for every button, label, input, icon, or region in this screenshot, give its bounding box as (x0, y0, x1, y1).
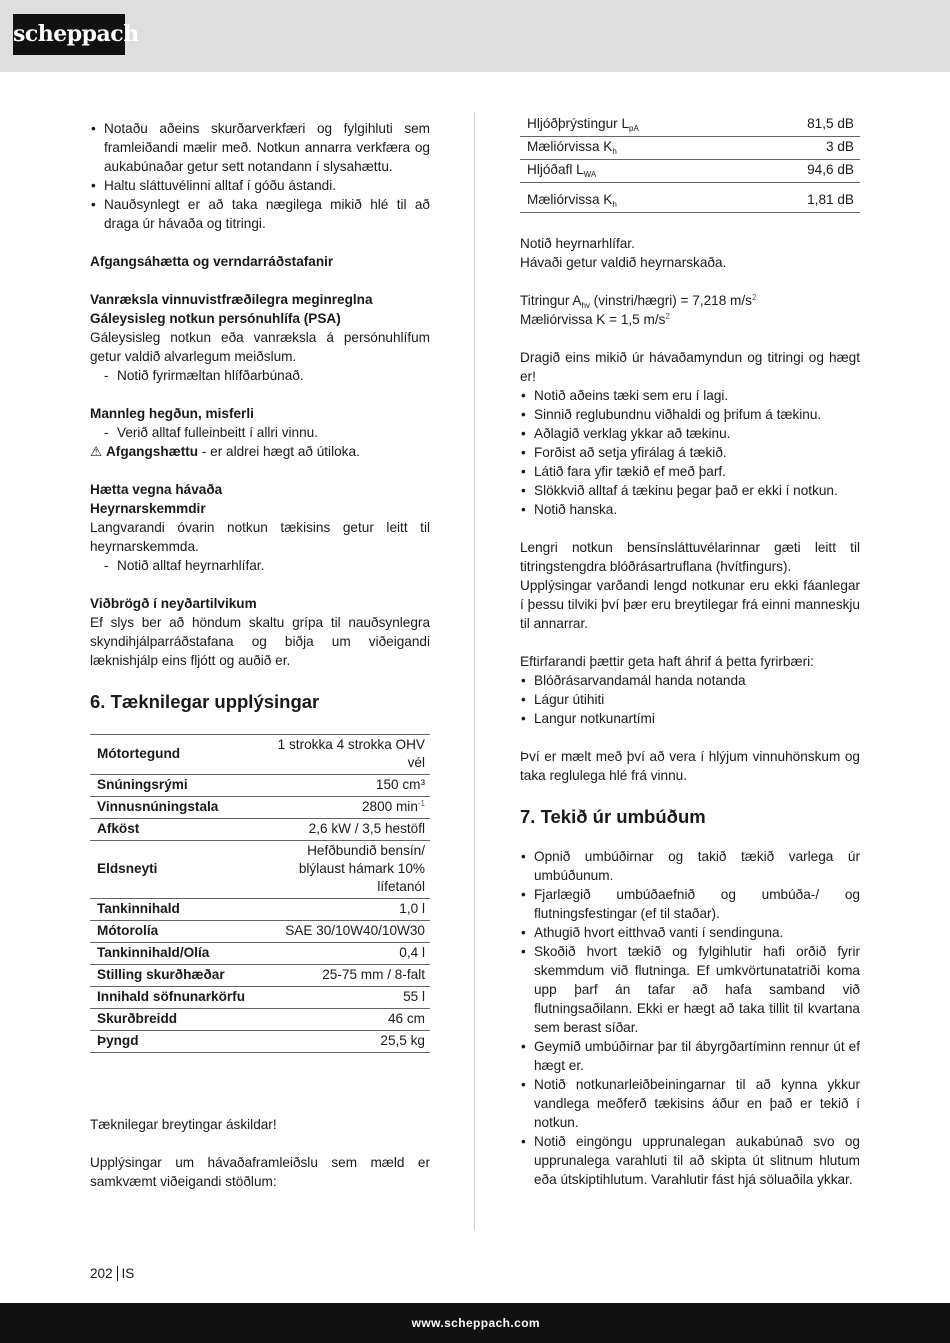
list-item: • Haltu sláttuvélinni alltaf í góðu ástandi. (90, 176, 430, 195)
list-item: • Geymið umbúðirnar þar til ábyrgðartíminn rennur út ef hægt er. (520, 1037, 860, 1075)
noise-value: 81,5 dB (750, 114, 860, 137)
spec-row (90, 797, 430, 819)
spec-row (90, 921, 430, 943)
vibration-uncertainty: Mæliórvissa K = 1,5 $m/s^2$ (520, 312, 670, 327)
noise-row (520, 137, 860, 160)
noise-value: 94,6 dB (750, 160, 860, 183)
list-item: • Skoðið hvort tækið og fylgihlutir hafi orðið fyrir skemmdum við flutninga. Ef umkvörtunatatriði koma upp þarf án tafar að hafa samband við flutningsaðilann. Ekki er hægt að taka tillit til kvartana sem berast síðar. (520, 942, 860, 1037)
spec-value: 150 cm³ (270, 775, 430, 797)
spec-row (90, 899, 430, 921)
hearing-damage-text: Hávaði getur valdið heyrnarskaða. (520, 255, 727, 270)
spec-value: Hefðbundið bensín/ blýlaust hámark 10% lífetanól (270, 841, 430, 899)
spec-label: Mótorolía (90, 921, 270, 943)
spec-label: Snúningsrými (90, 775, 270, 797)
factors-intro: Eftirfarandi þættir geta haft áhrif á þetta fyrirbæri: (520, 654, 814, 669)
spec-value: 25-75 mm / 8-falt (270, 965, 430, 987)
spec-row (90, 1009, 430, 1031)
psa-heading: Gáleysisleg notkun persónuhlífa (PSA) (90, 311, 341, 326)
list-item: • Notið eingöngu upprunalegan aukabúnað svo og upprunalega varahluti til að skipta út slitnum hlutum eða útskiptihlutum. Varahlutir fást hjá söluaðila ykkar. (520, 1132, 860, 1189)
spec-label: Tankinnihald/Olía (90, 943, 270, 965)
list-item: • Slökkvið alltaf á tækinu þegar það er ekki í notkun. (520, 481, 860, 500)
noise-row (520, 183, 860, 213)
noise-info-text: Upplýsingar um hávaðaframleiðslu sem mæld er samkvæmt viðeigandi stöðlum: (90, 1155, 430, 1189)
reduce-text: Dragið eins mikið úr hávaðamyndun og titringi og hægt er! (520, 350, 860, 384)
spec-row (90, 943, 430, 965)
spec-value: 2800 $\min^{-1}$ (270, 797, 430, 819)
ergonomics-heading: Vanræksla vinnuvistfræðilegra meginreglna (90, 292, 373, 307)
noise-label: Hljóðafl $L_{WA}$ (520, 160, 750, 183)
noise-row (520, 160, 860, 183)
list-item: • Látið fara yfir tækið ef með þarf. (520, 462, 860, 481)
right-column (520, 234, 860, 785)
spec-label: Skurðbreidd (90, 1009, 270, 1031)
psa-text: Gáleysisleg notkun eða vanræksla á persónuhlífum getur valdið alvarlegum meiðslum. (90, 330, 430, 364)
section-7-title: 7. Tekið úr umbúðum (520, 806, 706, 827)
recommendation-text: Því er mælt með því að vera í hlýjum vinnuhönskum og taka reglulega hlé frá vinnu. (520, 749, 860, 783)
vibration-value: Titringur $A_{hv}$ (vinstri/hægri) = 7,218 $m/s^2$ (520, 293, 757, 310)
list-item: • Notið aðeins tæki sem eru í lagi. (520, 386, 860, 405)
footer-bar (0, 1303, 950, 1343)
spec-row (90, 819, 430, 841)
warning-text: - er aldrei hægt að útiloka. (198, 444, 360, 459)
spec-table (90, 734, 430, 1053)
noise-row (520, 114, 860, 137)
list-item: • Nauðsynlegt er að taka nægilega mikið hlé til að draga úr hávaða og titringi. (90, 195, 430, 233)
spec-label: Afköst (90, 819, 270, 841)
spec-label: Eldsneyti (90, 841, 270, 899)
spec-value: 55 l (270, 987, 430, 1009)
emergency-text: Ef slys ber að höndum skaltu grípa til nauðsynlegra skyndihjálparráðstafana og biðja um viðeigandi læknishjálp eins fljótt og auðið er. (90, 615, 430, 668)
warning-icon: ⚠ (90, 444, 103, 459)
list-item: • Sinnið reglubundnu viðhaldi og þrifum á tækinu. (520, 405, 860, 424)
spec-row (90, 841, 430, 899)
residual-risk-heading: Afgangsáhætta og verndarráðstafanir (90, 254, 334, 269)
spec-label: Þyngd (90, 1031, 270, 1053)
spec-value: 46 cm (270, 1009, 430, 1031)
list-item: • Notaðu aðeins skurðarverkfæri og fylgihluti sem framleiðandi mælir með. Notkun annarra verkfæra og aukabúnaðar getur sett notandann í slysahættu. (90, 119, 430, 176)
spec-row (90, 1031, 430, 1053)
spec-value: SAE 30/10W40/10W30 (270, 921, 430, 943)
list-item: • Langur notkunartími (520, 709, 860, 728)
spec-value: 1 strokka 4 strokka OHV vél (270, 735, 430, 775)
spec-label: Vinnusnúningstala (90, 797, 270, 819)
dash-item: - Notið fyrirmæltan hlífðarbúnað. (90, 366, 430, 385)
noise-label: Hljóðþrýstingur $L_{pA}$ (520, 114, 750, 137)
noise-label: Mæliórvissa $K_h$ (520, 137, 750, 160)
spec-row (90, 965, 430, 987)
page-number: 202 IS (90, 1266, 135, 1281)
spec-label: Tankinnihald (90, 899, 270, 921)
duration-info-text: Upplýsingar varðandi lengd notkunar eru ekki fáanlegar í þessu tilviki því þær eru breytilegar frá einni manneskju til annarrar. (520, 578, 860, 631)
scheppach-logo: scheppach (13, 14, 125, 55)
longer-use-text: Lengri notkun bensínsláttuvélarinnar gæti leitt til titringstengdra blóðrásartruflana (hvítfingurs). (520, 540, 860, 574)
noise-value: 1,81 dB (750, 183, 860, 213)
header-bar (0, 0, 950, 72)
factors-list (520, 671, 860, 728)
spec-label: Innihald söfnunarkörfu (90, 987, 270, 1009)
residual-warning (90, 442, 430, 461)
list-item: • Aðlagið verklag ykkar að tækinu. (520, 424, 860, 443)
noise-text: Langvarandi óvarin notkun tækisins getur leitt til heyrnarskemmda. (90, 520, 430, 554)
spec-row (90, 987, 430, 1009)
list-item: • Forðist að setja yfirálag á tækið. (520, 443, 860, 462)
list-item: • Opnið umbúðirnar og takið tækið varlega úr umbúðunum. (520, 847, 860, 885)
list-item: • Fjarlægið umbúðaefnið og umbúða-/ og flutningsfestingar (ef til staðar). (520, 885, 860, 923)
noise-value: 3 dB (750, 137, 860, 160)
spec-value: 25,5 kg (270, 1031, 430, 1053)
noise-table (520, 114, 860, 213)
left-column (90, 119, 430, 670)
left-notes (90, 1115, 430, 1191)
list-item: • Lágur útihiti (520, 690, 860, 709)
dash-item: - Notið alltaf heyrnarhlífar. (90, 556, 430, 575)
website-link[interactable]: www.scheppach.com (411, 1316, 540, 1330)
spec-value: 0,4 l (270, 943, 430, 965)
behavior-heading: Mannleg hegðun, misferli (90, 406, 254, 421)
spec-value: 1,0 l (270, 899, 430, 921)
dash-item: - Verið alltaf fulleinbeitt í allri vinnu. (90, 423, 430, 442)
reduce-list (520, 386, 860, 519)
noise-label: Mæliórvissa $K_h$ (520, 183, 750, 213)
spec-table-wrap (90, 734, 430, 1053)
unpack-list-wrap (520, 847, 860, 1189)
section-6-title: 6. Tæknilegar upplýsingar (90, 691, 320, 712)
list-item: • Athugið hvort eitthvað vanti í sendinguna. (520, 923, 860, 942)
column-divider (474, 112, 475, 1230)
spec-label: Stilling skurðhæðar (90, 965, 270, 987)
spec-row (90, 775, 430, 797)
warning-bold: Afgangshættu (105, 444, 199, 459)
tech-changes-note: Tæknilegar breytingar áskildar! (90, 1117, 277, 1132)
spec-value: 2,6 kW / 3,5 hestöfl (270, 819, 430, 841)
hearing-protection-text: Notið heyrnarhlífar. (520, 236, 635, 251)
noise-table-wrap (520, 114, 860, 213)
spec-row (90, 735, 430, 775)
list-item: • Blóðrásarvandamál handa notanda (520, 671, 860, 690)
list-item: • Notið notkunarleiðbeiningarnar til að kynna ykkur vandlega meðferð tækisins áður en það er tekið í notkun. (520, 1075, 860, 1132)
unpack-list (520, 847, 860, 1189)
hearing-damage-heading: Heyrnarskemmdir (90, 501, 206, 516)
list-item: • Notið hanska. (520, 500, 860, 519)
emergency-heading: Viðbrögð í neyðartilvikum (90, 596, 257, 611)
noise-hazard-heading: Hætta vegna hávaða (90, 482, 223, 497)
spec-label: Mótortegund (90, 735, 270, 775)
